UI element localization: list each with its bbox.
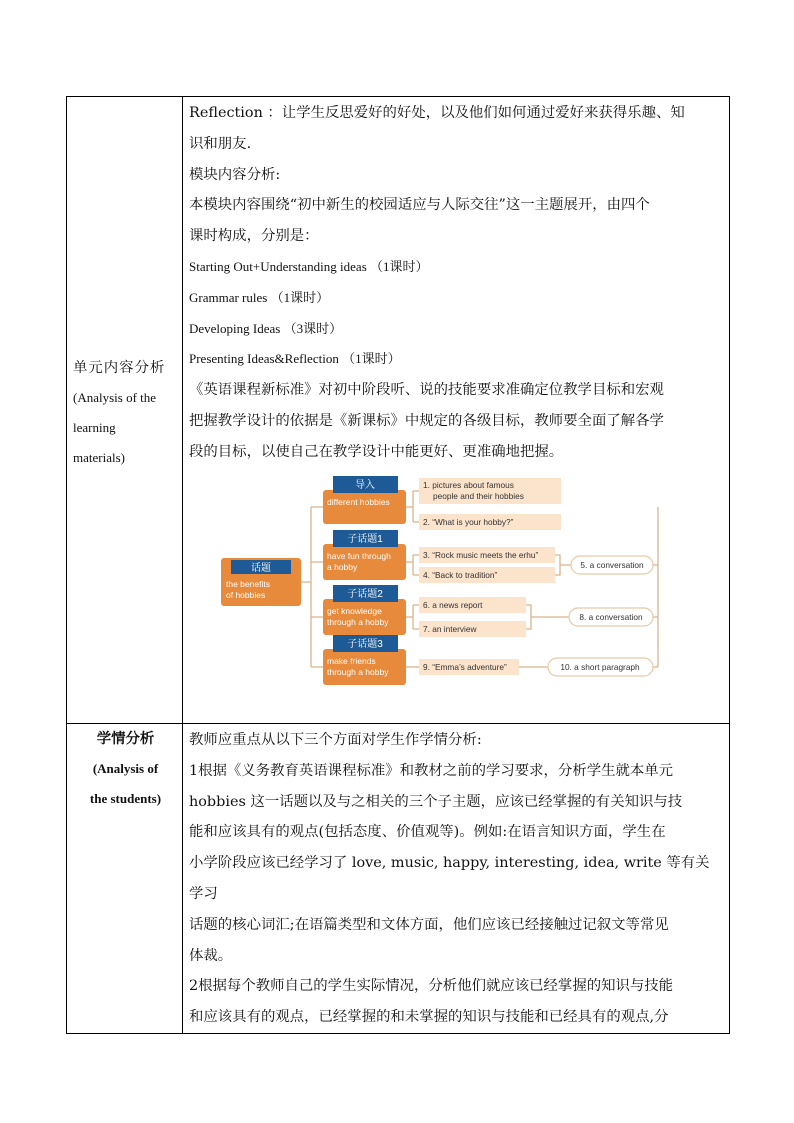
- root-sub: of hobbies: [226, 589, 266, 600]
- table-row-materials: [67, 97, 730, 724]
- label-en: (Analysis of: [92, 761, 159, 776]
- branch-title: 子话题3: [347, 638, 383, 650]
- module-mind-map: [221, 472, 661, 697]
- text-line: 话题的核心词汇;在语篇类型和文体方面，他们应该已经接触过记叙文等常见: [189, 916, 669, 933]
- branch-sub: have fun through: [327, 550, 391, 561]
- label-cn: 学情分析: [96, 730, 155, 747]
- table-row-students: [67, 724, 730, 1034]
- leaf-text: 7. an interview: [423, 623, 477, 634]
- lesson-plan-table: [66, 96, 730, 1034]
- leaf-text: 3. “Rock music meets the erhu”: [423, 549, 539, 560]
- text-line: hobbies 这一话题以及与之相关的三个子主题，应该已经掌握的有关知识与技: [189, 793, 683, 810]
- branch-sub: through a hobby: [327, 616, 389, 627]
- leaf-text: people and their hobbies: [433, 490, 524, 501]
- outcome-text: 8. a conversation: [579, 611, 643, 622]
- text-line: 本模块内容围绕“初中新生的校园适应与人际交往”这一主题展开，由四个: [189, 197, 650, 214]
- outcome-text: 10. a short paragraph: [560, 661, 640, 672]
- branch-sub: get knowledge: [327, 605, 382, 616]
- text-line: 能和应该具有的观点(包括态度、价值观等)。例如:在语言知识方面，学生在: [189, 824, 666, 841]
- label-en: learning: [73, 420, 116, 435]
- text-line: Presenting Ideas&Reflection （1课时）: [189, 351, 401, 367]
- branch-sub: make friends: [327, 655, 376, 666]
- branch-title: 子话题2: [347, 588, 383, 600]
- content-cell-materials: [183, 97, 730, 724]
- branch-sub: a hobby: [327, 561, 358, 572]
- root-title: 话题: [251, 562, 271, 574]
- text-line: 《英语课程新标准》对初中阶段听、说的技能要求准确定位教学目标和宏观: [189, 382, 664, 399]
- label-cn: 单元内容分析: [73, 360, 166, 376]
- text-line: 课时构成，分别是：: [189, 228, 319, 245]
- text-line: 识和朋友.: [189, 135, 252, 152]
- branch-sub: through a hobby: [327, 666, 389, 677]
- branch-title: 导入: [355, 479, 375, 491]
- text-line: 2根据每个教师自己的学生实际情况，分析他们就应该已经掌握的知识与技能: [189, 978, 674, 995]
- text-line: Starting Out+Understanding ideas （1课时）: [189, 258, 429, 274]
- text-line: Grammar rules （1课时）: [189, 289, 330, 305]
- text-line: 和应该具有的观点，已经掌握的和未掌握的知识与技能和已经具有的观点,分: [189, 1009, 669, 1026]
- text-line: 段的目标，以使自己在教学设计中能更好、更准确地把握。: [189, 443, 564, 460]
- branch-sub: different hobbies: [327, 496, 390, 507]
- text-line: 模块内容分析:: [189, 166, 281, 183]
- leaf-text: 4. “Back to tradition”: [423, 569, 498, 580]
- text-line: 体裁。: [189, 947, 233, 964]
- text-line: 教师应重点从以下三个方面对学生作学情分析:: [189, 732, 482, 748]
- text-line: Developing Ideas （3课时）: [189, 320, 343, 336]
- leaf-text: 6. a news report: [423, 599, 483, 610]
- label-cell-students: [67, 724, 183, 1034]
- root-sub: the benefits: [226, 578, 270, 589]
- text-line: 小学阶段应该已经学习了 love, music, happy, interesting, idea, write 等有关学习: [189, 855, 710, 902]
- branch-box: [323, 490, 406, 524]
- content-cell-students: [183, 724, 730, 1034]
- text-line: 1根据《义务教育英语课程标准》和教材之前的学习要求，分析学生就本单元: [189, 762, 674, 779]
- label-en: materials): [73, 450, 125, 465]
- outcome-text: 5. a conversation: [580, 559, 644, 570]
- leaf-text: 9. “Emma’s adventure”: [423, 661, 507, 672]
- text-line: Reflection ：让学生反思爱好的好处，以及他们如何通过爱好来获得乐趣、知: [189, 105, 685, 121]
- text-line: 把握教学设计的依据是《新课标》中规定的各级目标，教师要全面了解各学: [189, 412, 664, 429]
- leaf-text: 1. pictures about famous: [423, 479, 514, 490]
- label-en: the students): [89, 791, 162, 806]
- leaf-text: 2. “What is your hobby?”: [423, 516, 514, 527]
- label-en: (Analysis of the: [73, 390, 157, 405]
- label-cell-materials: [67, 97, 183, 724]
- branch-title: 子话题1: [347, 533, 383, 545]
